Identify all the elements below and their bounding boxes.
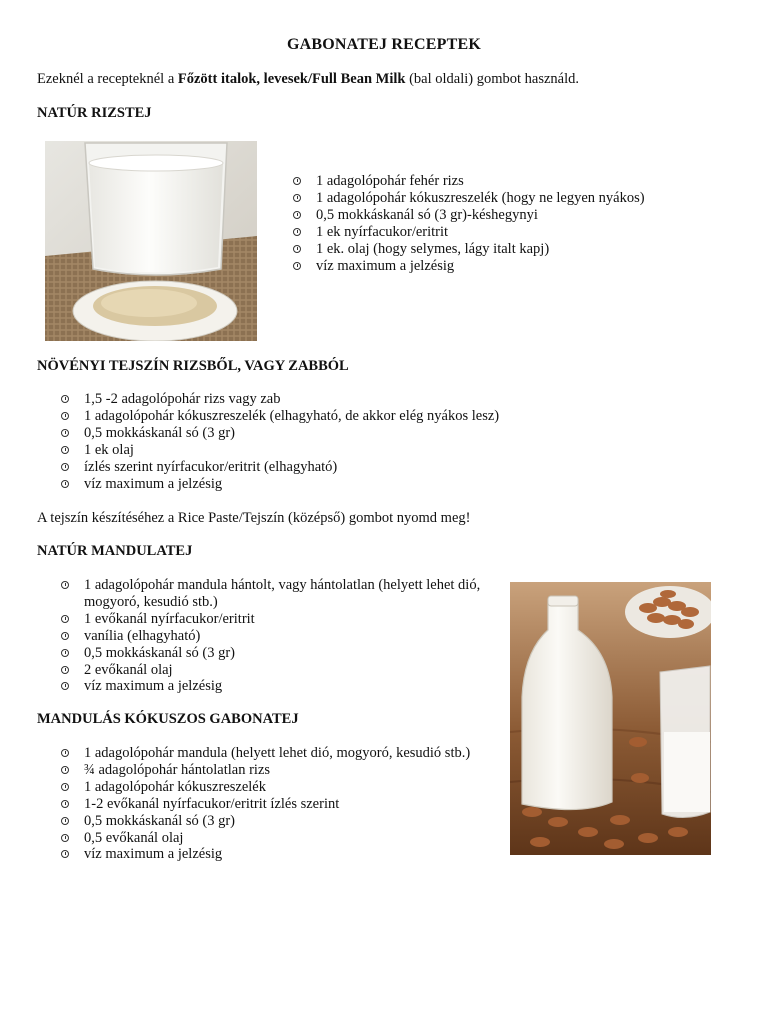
almond-milk-ingredients [61,577,483,695]
clock-bullet-icon [61,412,69,420]
list-item: víz maximum a jelzésig [61,678,483,695]
list-item: 1 ek olaj [61,442,561,459]
list-item: 1 adagolópohár mandula hántolt, vagy hántolatlan (helyett lehet dió, mogyoró, kesudió stb.) [61,577,483,611]
clock-bullet-icon [61,463,69,471]
clock-bullet-icon [61,395,69,403]
rice-milk-photo-image [45,141,257,341]
clock-bullet-icon [61,581,69,589]
list-item: 0,5 evőkanál olaj [61,830,511,847]
list-item: 1 ek nyírfacukor/eritrit [293,224,743,241]
list-item: ízlés szerint nyírfacukor/eritrit (elhagyható) [61,459,561,476]
clock-bullet-icon [293,211,301,219]
clock-bullet-icon [61,632,69,640]
section-heading-almond-milk: NATÚR MANDULATEJ [37,543,193,559]
section-heading-almond-coconut: MANDULÁS KÓKUSZOS GABONATEJ [37,711,299,727]
clock-bullet-icon [61,783,69,791]
list-item: 1-2 evőkanál nyírfacukor/eritrit ízlés szerint [61,796,511,813]
document-title: GABONATEJ RECEPTEK [287,36,481,53]
clock-bullet-icon [61,834,69,842]
clock-bullet-icon [61,480,69,488]
intro-text-before: Ezeknél a recepteknél a [37,71,178,87]
clock-bullet-icon [61,749,69,757]
clock-bullet-icon [293,177,301,185]
list-item: 0,5 mokkáskanál só (3 gr) [61,645,483,662]
section-heading-plant-cream: NÖVÉNYI TEJSZÍN RIZSBŐL, VAGY ZABBÓL [37,358,349,374]
clock-bullet-icon [61,649,69,657]
clock-bullet-icon [293,262,301,270]
intro-paragraph [37,71,579,88]
clock-bullet-icon [61,446,69,454]
list-item: víz maximum a jelzésig [61,846,511,863]
list-item: 0,5 mokkáskanál só (3 gr) [61,425,561,442]
cream-button-note: A tejszín készítéséhez a Rice Paste/Tejszín (középső) gombot nyomd meg! [37,510,471,526]
list-item: 0,5 mokkáskanál só (3 gr) [61,813,511,830]
list-item: 0,5 mokkáskanál só (3 gr)-késhegynyi [293,207,743,224]
plant-cream-ingredients [61,391,561,492]
clock-bullet-icon [61,682,69,690]
rice-milk-photo [45,141,257,341]
list-item: 1,5 -2 adagolópohár rizs vagy zab [61,391,561,408]
list-item: 1 adagolópohár mandula (helyett lehet dió, mogyoró, kesudió stb.) [61,745,511,762]
list-item: 1 adagolópohár kókuszreszelék (hogy ne legyen nyákos) [293,190,743,207]
clock-bullet-icon [61,615,69,623]
list-item: 1 adagolópohár kókuszreszelék [61,779,511,796]
section-heading-rice-milk: NATÚR RIZSTEJ [37,105,152,121]
clock-bullet-icon [61,800,69,808]
almond-milk-photo-image [510,582,711,855]
almond-coconut-ingredients [61,745,511,863]
clock-bullet-icon [293,245,301,253]
list-item: 1 ek. olaj (hogy selymes, lágy italt kapj) [293,241,743,258]
clock-bullet-icon [61,429,69,437]
list-item: víz maximum a jelzésig [293,258,743,275]
intro-text-bold: Főzött italok, levesek/Full Bean Milk [177,71,406,87]
list-item: víz maximum a jelzésig [61,476,561,493]
list-item: 1 adagolópohár fehér rizs [293,173,743,190]
clock-bullet-icon [293,194,301,202]
almond-milk-photo [510,582,711,855]
clock-bullet-icon [61,817,69,825]
clock-bullet-icon [61,666,69,674]
list-item: ¾ adagolópohár hántolatlan rizs [61,762,511,779]
list-item: 2 evőkanál olaj [61,662,483,679]
clock-bullet-icon [61,850,69,858]
clock-bullet-icon [61,766,69,774]
rice-milk-ingredients [293,173,743,274]
list-item: vanília (elhagyható) [61,628,483,645]
list-item: 1 evőkanál nyírfacukor/eritrit [61,611,483,628]
list-item: 1 adagolópohár kókuszreszelék (elhagyható, de akkor elég nyákos lesz) [61,408,561,425]
clock-bullet-icon [293,228,301,236]
intro-text-after: (bal oldali) gombot használd. [405,71,580,87]
